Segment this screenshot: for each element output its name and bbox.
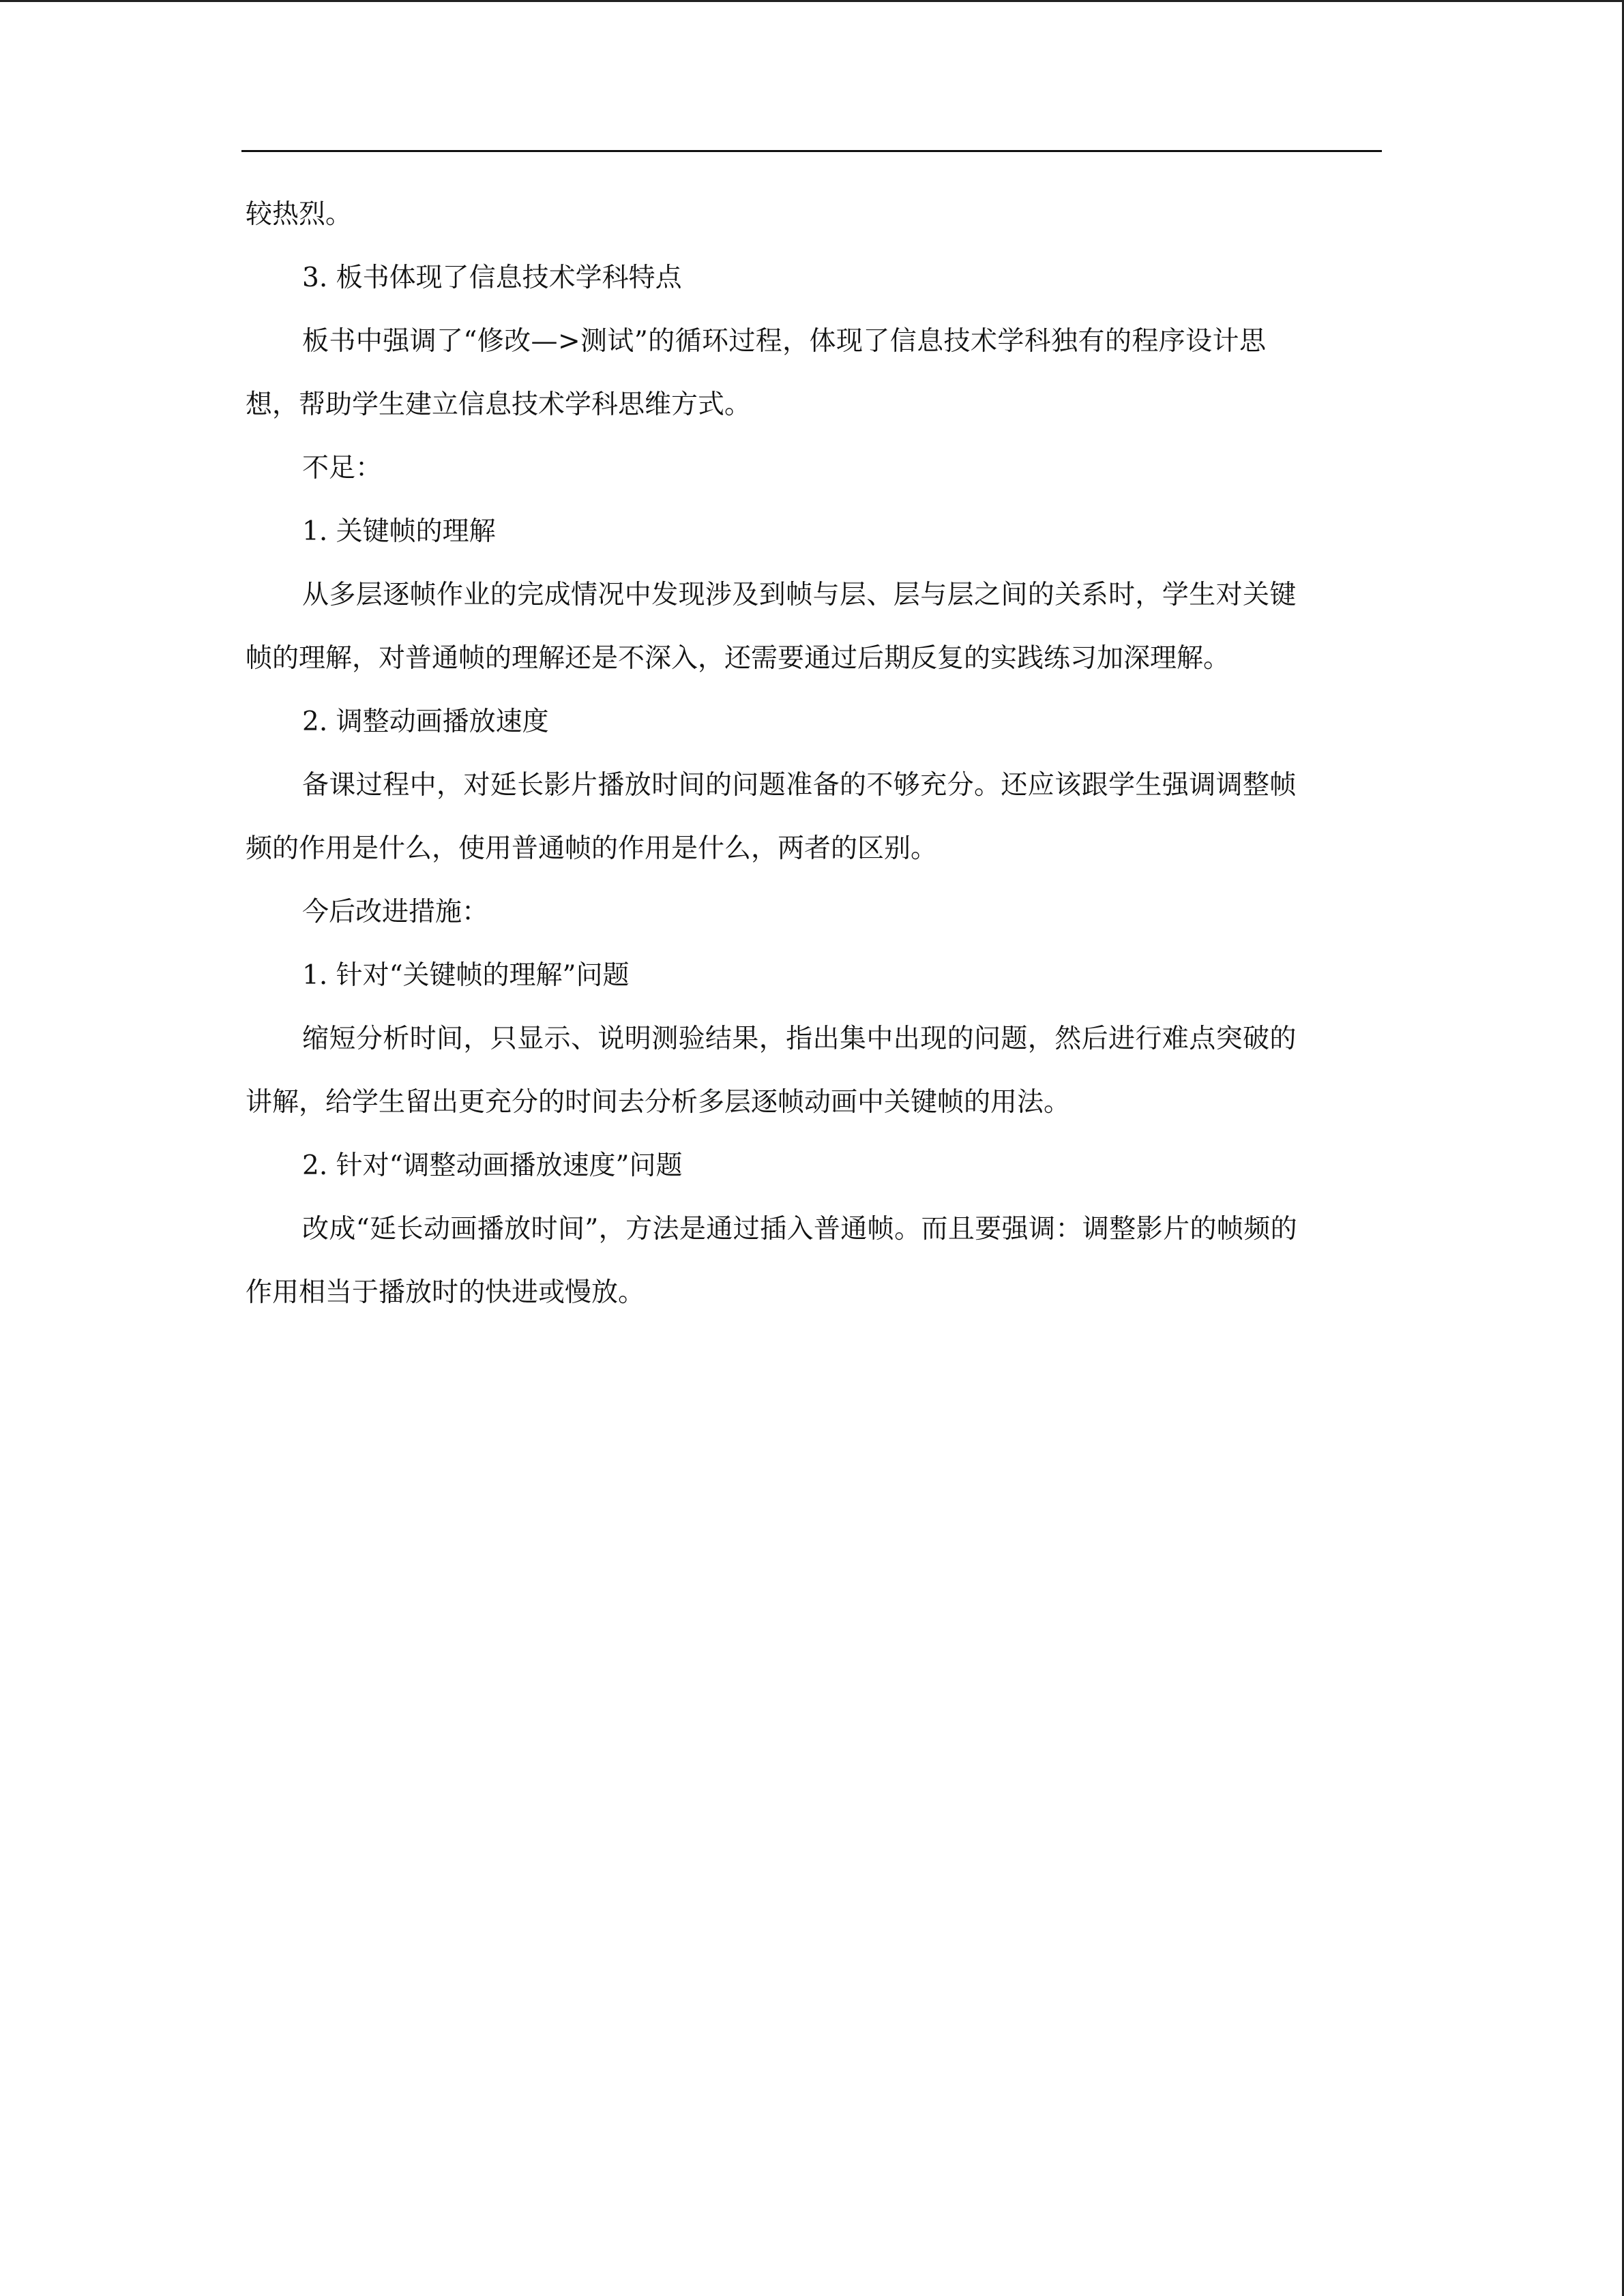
header-rule [241, 150, 1382, 152]
paragraph-line: 板书中强调了“修改—>测试”的循环过程，体现了信息技术学科独有的程序设计思 [302, 326, 1267, 357]
paragraph-line: 备课过程中，对延长影片播放时间的问题准备的不够充分。还应该跟学生强调调整帧 [302, 770, 1297, 801]
section-heading-improvements: 今后改进措施： [302, 897, 489, 927]
paragraph-line: 缩短分析时间，只显示、说明测验结果，指出集中出现的问题，然后进行难点突破的 [302, 1024, 1297, 1054]
paragraph-line: 帧的理解，对普通帧的理解还是不深入，还需要通过后期反复的实践练习加深理解。 [246, 643, 1230, 674]
page-border-top [0, 0, 1624, 2]
paragraph-line: 想，帮助学生建立信息技术学科思维方式。 [246, 389, 752, 420]
paragraph-line: 讲解，给学生留出更充分的时间去分析多层逐帧动画中关键帧的用法。 [246, 1087, 1071, 1118]
section-heading-3: 3. 板书体现了信息技术学科特点 [302, 263, 682, 293]
paragraph-line: 从多层逐帧作业的完成情况中发现涉及到帧与层、层与层之间的关系时，学生对关键 [302, 580, 1297, 610]
section-heading-shortcomings: 不足： [302, 453, 383, 483]
section-heading-2: 2. 针对“调整动画播放速度”问题 [302, 1150, 683, 1181]
paragraph-line: 频的作用是什么，使用普通帧的作用是什么，两者的区别。 [246, 833, 938, 864]
section-heading-2: 2. 调整动画播放速度 [302, 706, 549, 737]
paragraph-continuation: 较热烈。 [246, 199, 353, 230]
paragraph-line: 改成“延长动画播放时间”，方法是通过插入普通帧。而且要强调：调整影片的帧频的 [302, 1214, 1298, 1244]
section-heading-1: 1. 关键帧的理解 [302, 516, 496, 547]
paragraph-line: 作用相当于播放时的快进或慢放。 [246, 1277, 645, 1308]
section-heading-1: 1. 针对“关键帧的理解”问题 [302, 960, 630, 991]
